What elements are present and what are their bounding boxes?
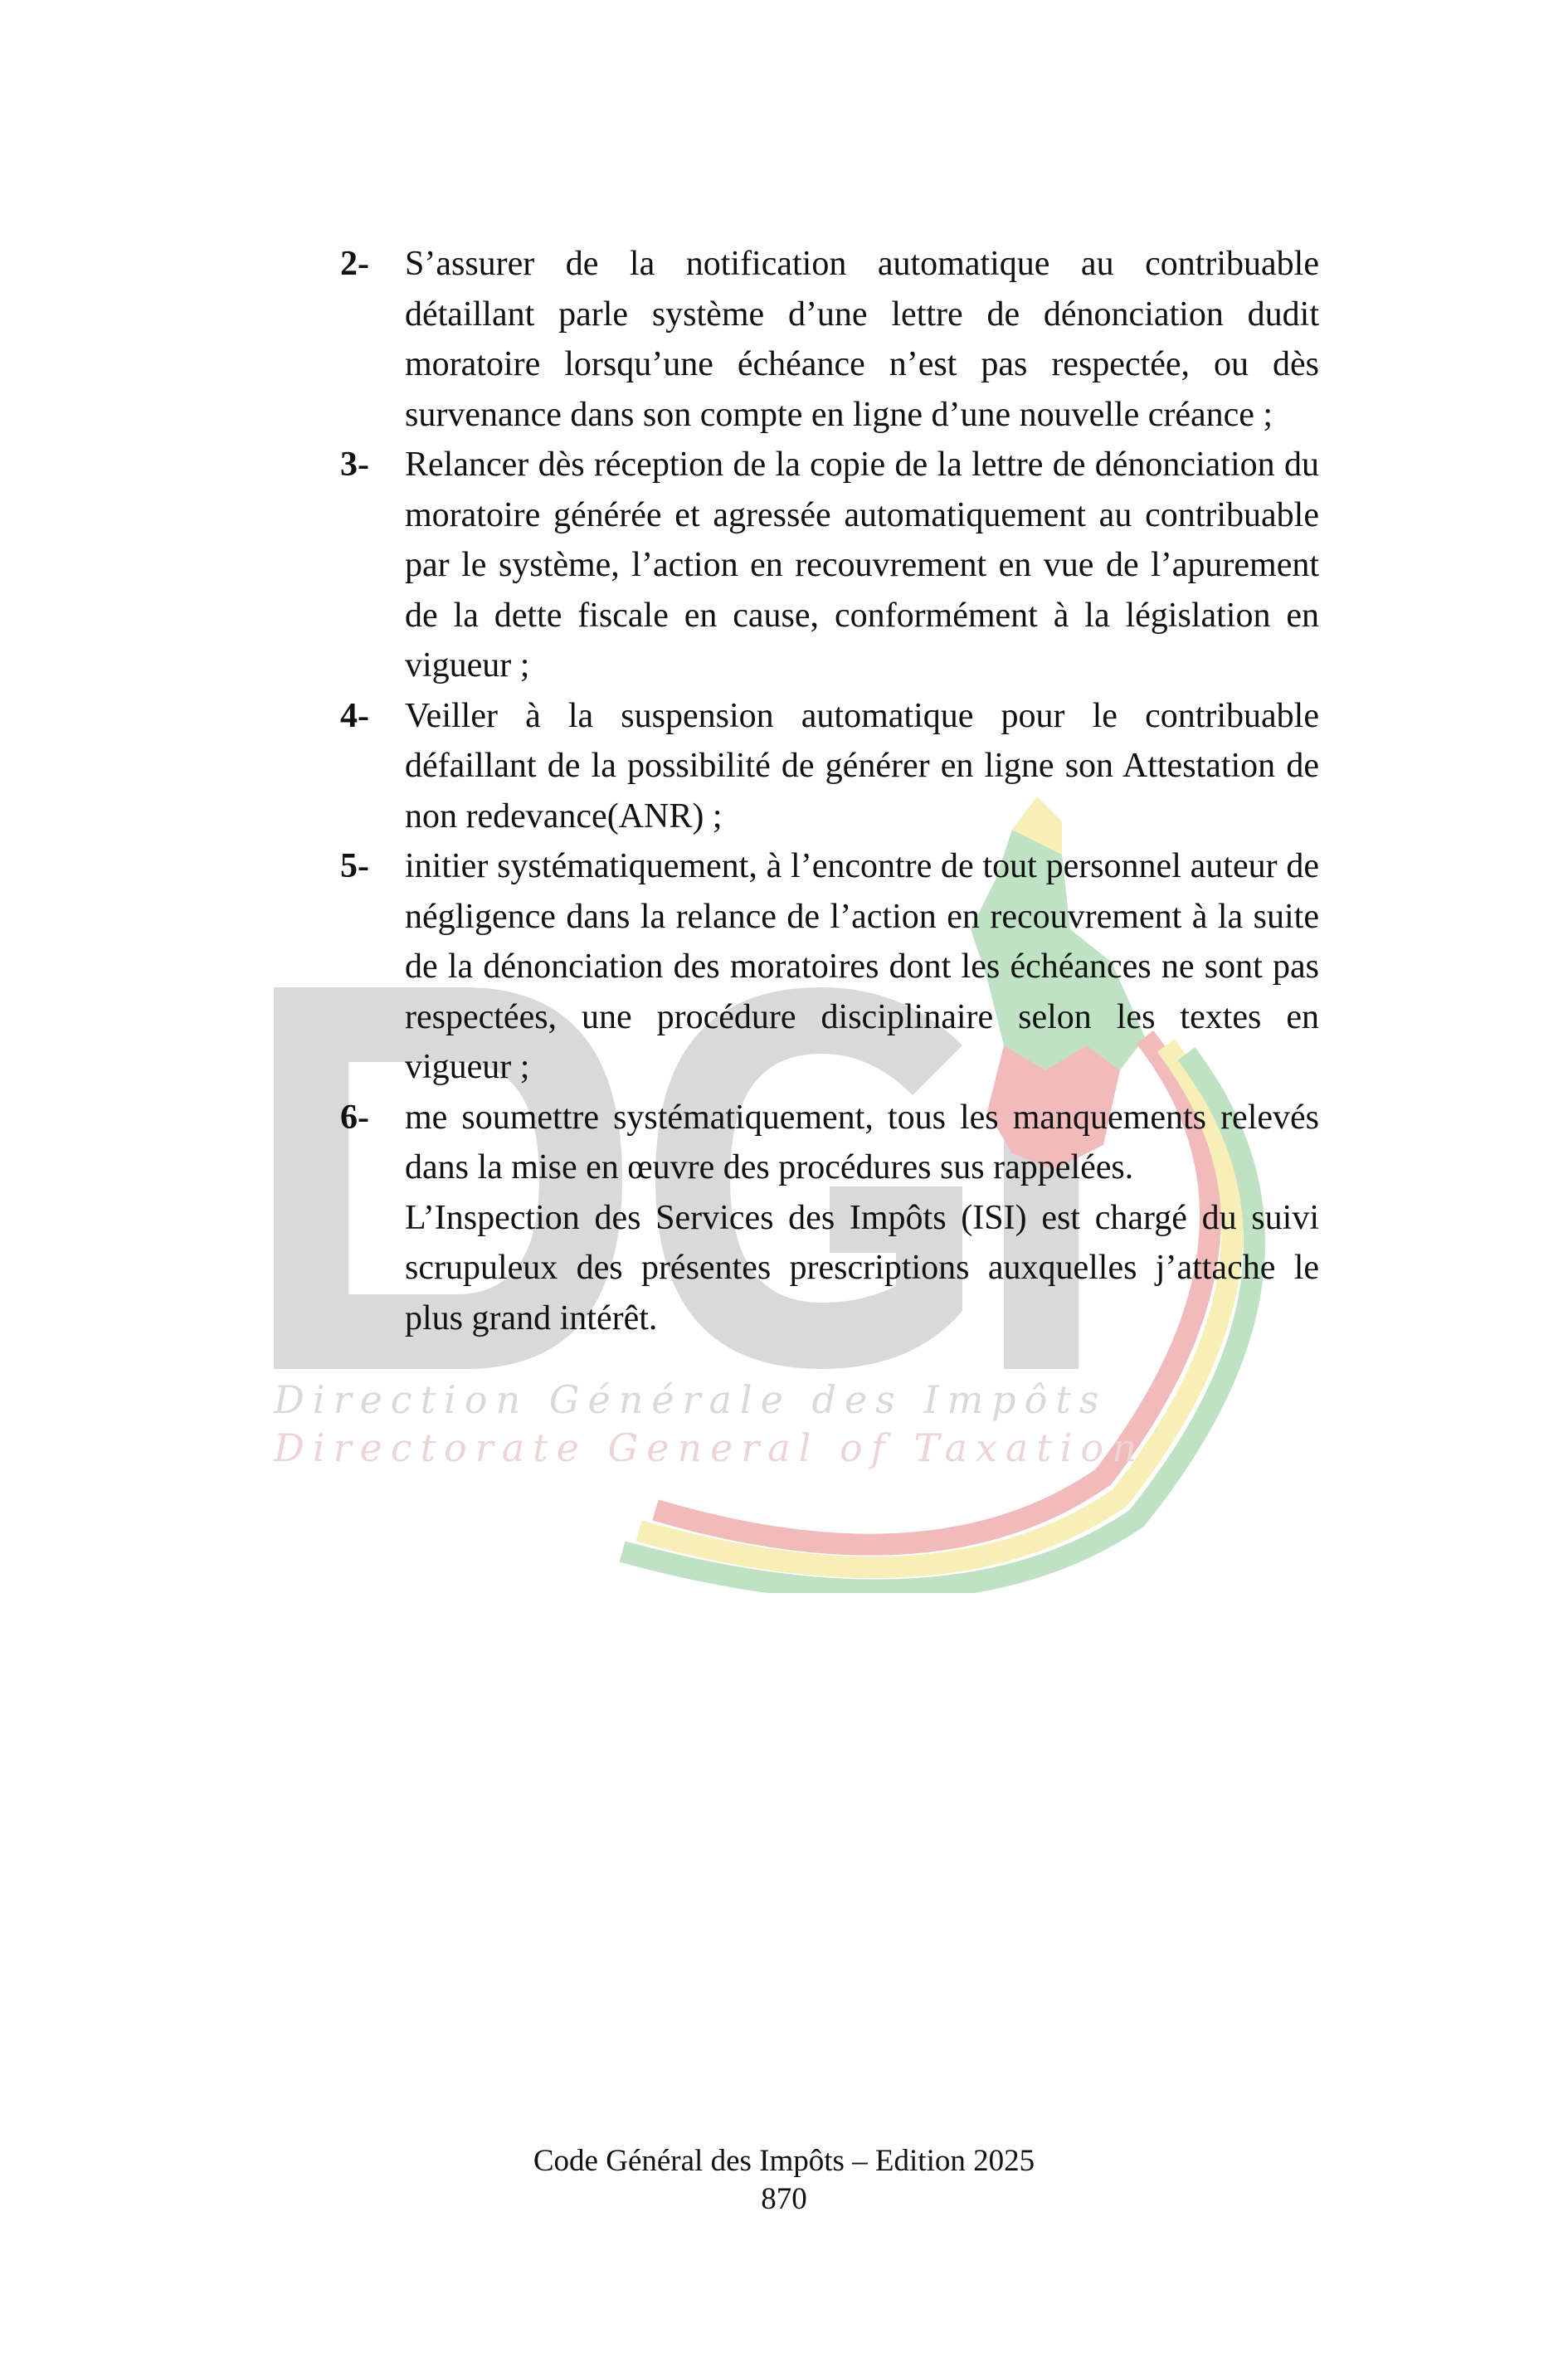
footer-title: Code Général des Impôts – Edition 2025: [533, 2144, 1035, 2178]
watermark-text-en: Directorate General of Taxation: [274, 1425, 1145, 1470]
list-item-6: [340, 1093, 1319, 1344]
item-number: 2-: [340, 245, 369, 283]
item-number: 5-: [340, 847, 369, 885]
item-text: [405, 841, 1319, 1093]
item-text: [405, 691, 1319, 842]
list-item-2: [340, 239, 1319, 440]
item-text: [405, 440, 1319, 691]
list-item-5: [340, 841, 1319, 1093]
item-paragraph: Relancer dès réception de la copie de la lettre de dénonciation du moratoire générée et agressée automatiquement au contribuable par le système, l’action en recouvrement en vue de l’apurement de la dette fiscale en cause, conformément à la législation en vigueur ;: [405, 446, 1319, 684]
item-paragraph: me soumettre systématiquement, tous les manquements relevés dans la mise en œuvre des procédures sus rappelées.: [405, 1098, 1319, 1186]
item-number: 4-: [340, 696, 369, 735]
item-text: [405, 239, 1319, 440]
item-paragraph: initier systématiquement, à l’encontre de tout personnel auteur de négligence dans la relance de l’action en recouvrement à la suite de la dénonciation des moratoires dont les échéances ne sont pas respectées, une procédure disciplinaire selon les textes en vigueur ;: [405, 847, 1319, 1086]
item-paragraph: Veiller à la suspension automatique pour le contribuable défaillant de la possibilité de générer en ligne son Attestation de non redevance(ANR) ;: [405, 696, 1319, 835]
item-text: [405, 1093, 1319, 1344]
list-item-3: [340, 440, 1319, 691]
item-paragraph: S’assurer de la notification automatique au contribuable détaillant parle système d’une lettre de dénonciation dudit moratoire lorsqu’une échéance n’est pas respectée, ou dès survenance dans son compte en ligne d’une nouvelle créance ;: [405, 245, 1319, 434]
closing-paragraph: L’Inspection des Services des Impôts (ISI) est chargé du suivi scrupuleux des présentes prescriptions auxquelles j’attache le plus grand intérêt.: [405, 1198, 1319, 1337]
numbered-list: [340, 239, 1319, 1343]
item-number: 3-: [340, 446, 369, 484]
list-item-4: [340, 691, 1319, 842]
item-number: 6-: [340, 1098, 369, 1137]
page-number: 870: [761, 2182, 807, 2216]
page-footer: [0, 2142, 1568, 2219]
watermark-text-fr: Direction Générale des Impôts: [274, 1377, 1108, 1422]
